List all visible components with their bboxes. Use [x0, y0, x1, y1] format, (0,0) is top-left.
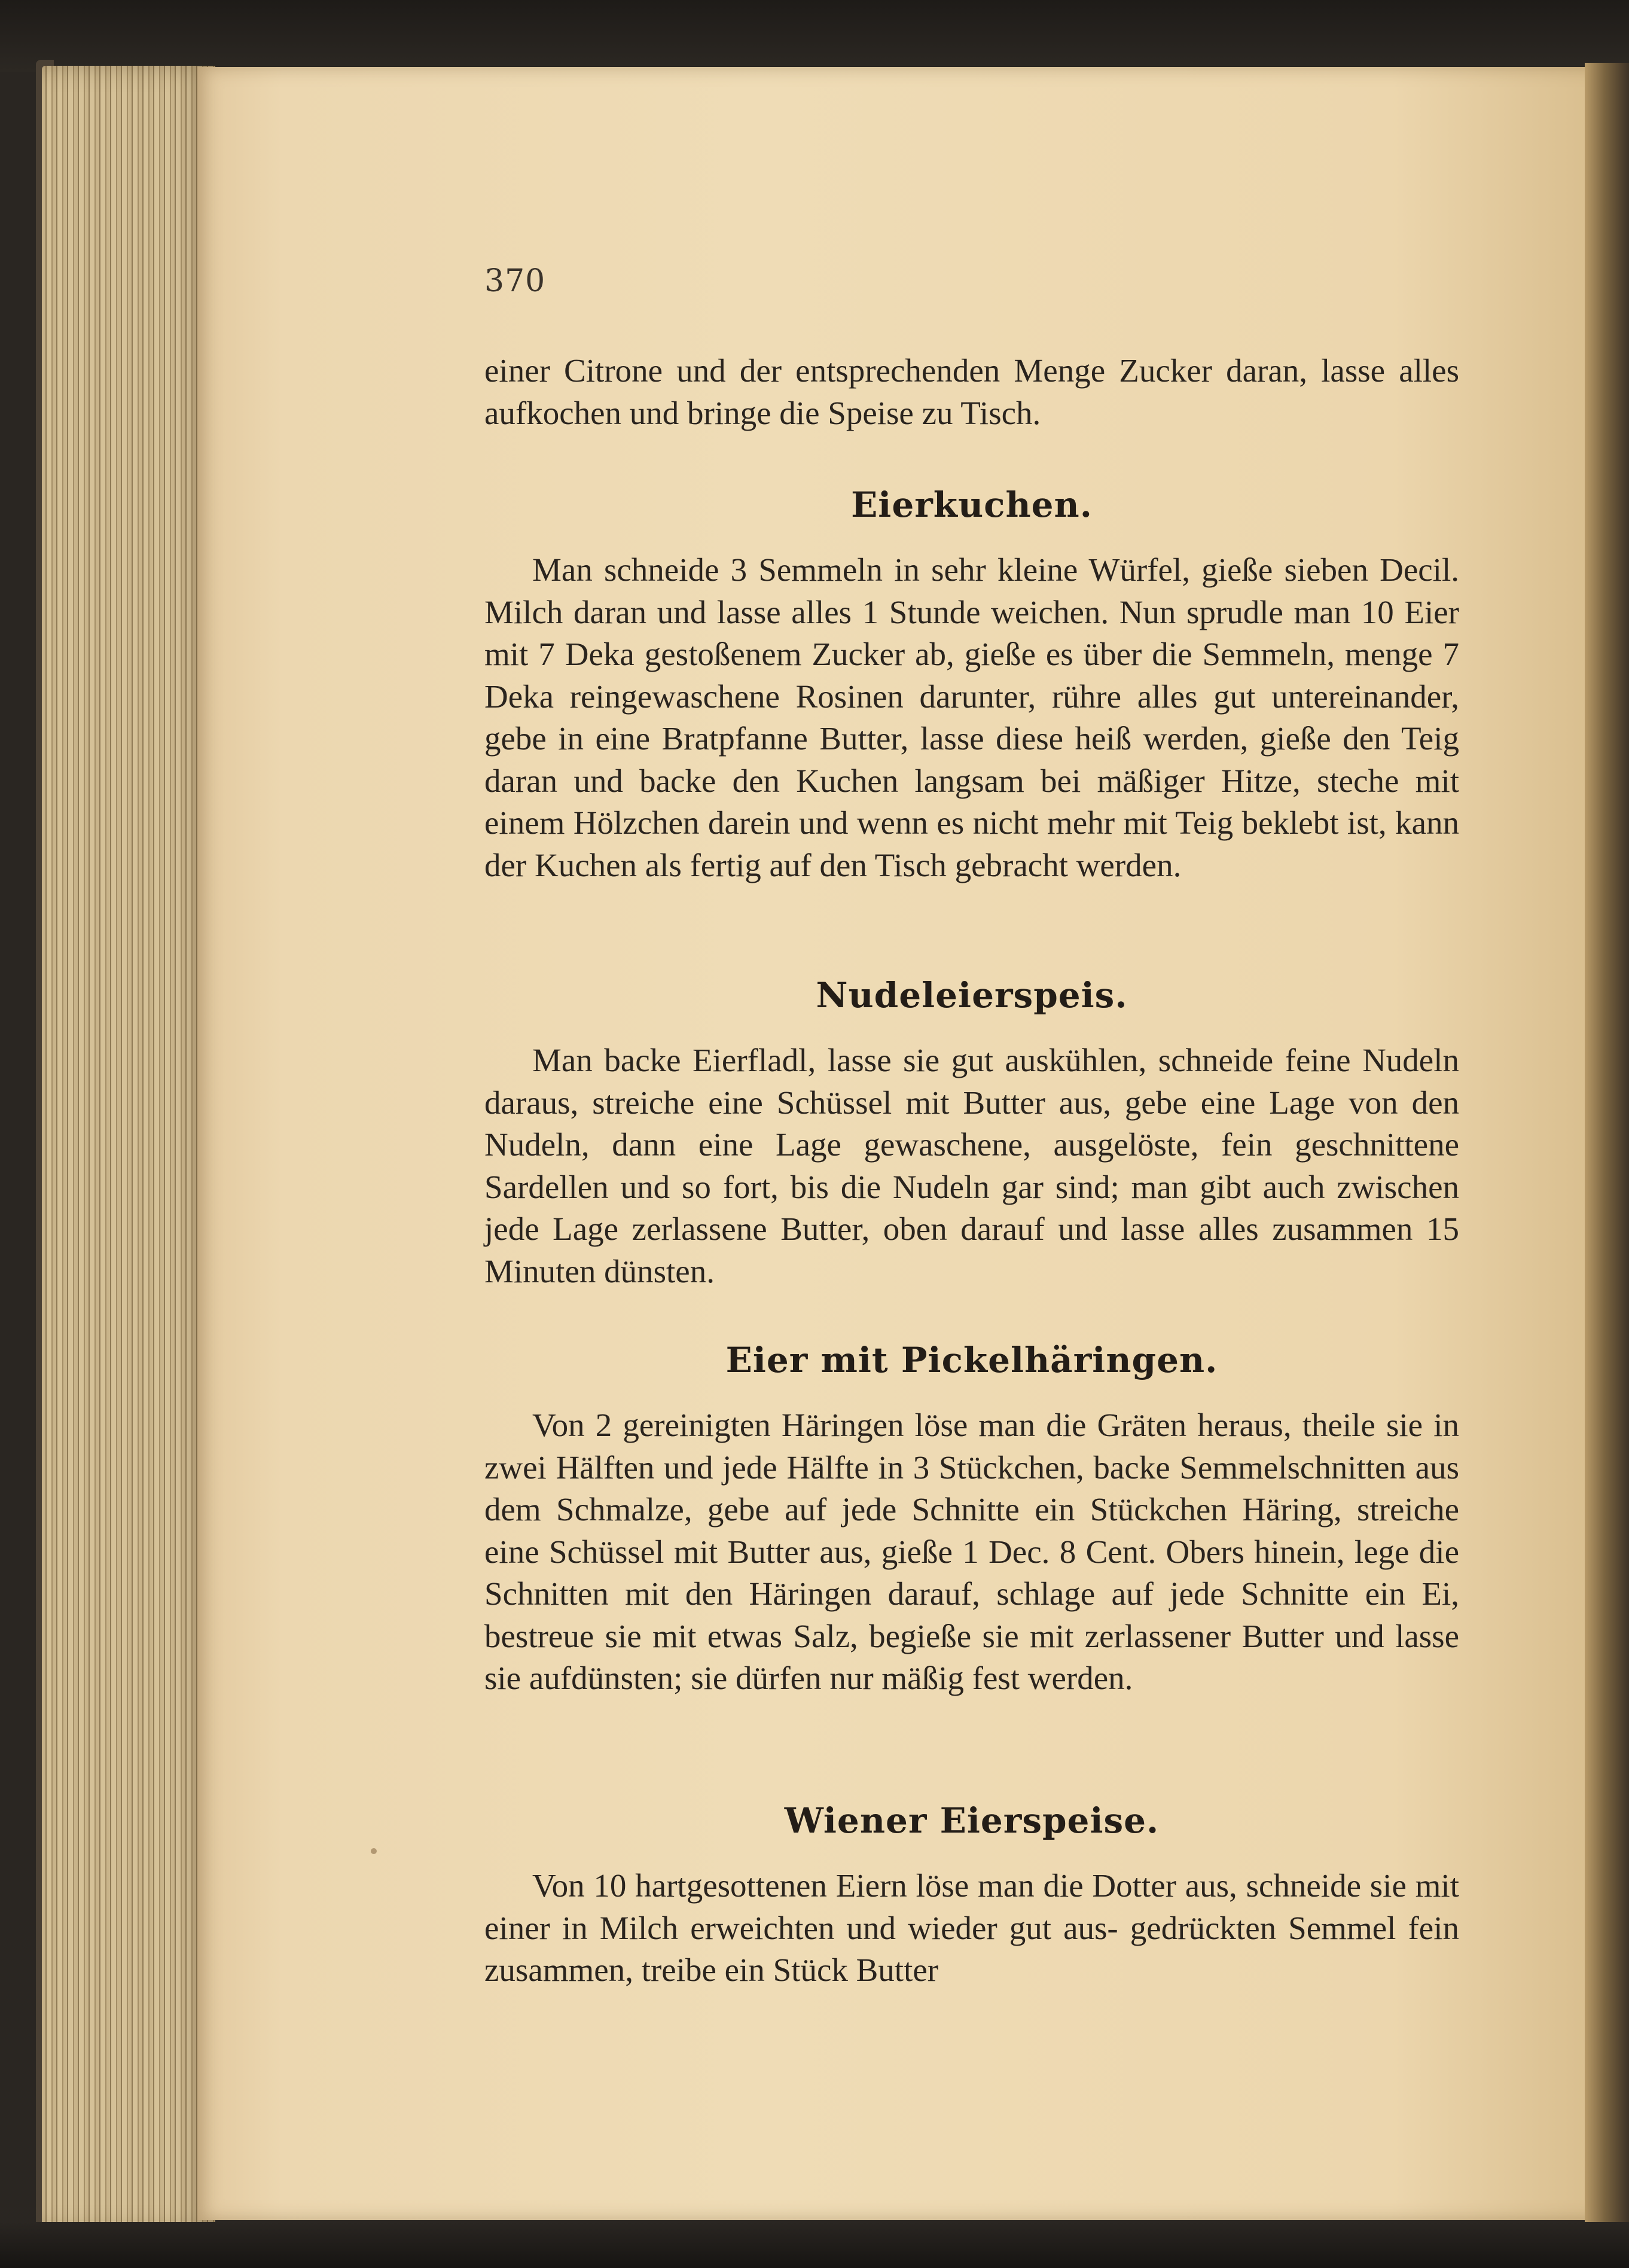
background-top: [0, 0, 1629, 72]
section-eier-pickelhaeringen: [484, 1340, 1459, 1380]
section-body: Man schneide 3 Semmeln in sehr kleine Würfel, gieße sieben Decil. Milch daran und lasse alles 1 Stunde weichen. Nun sprudle man 10 Eier mit 7 Deka gestoßenem Zucker ab, gieße es über die Semmeln, menge 7 Deka reingewaschene Rosinen darunter, rühre alles gut untereinander, gebe in eine Bratpfanne Butter, lasse diese heiß werden, gieße den Teig daran und backe den Kuchen langsam bei mäßiger Hitze, steche mit einem Hölzchen darein und wenn es nicht mehr mit Teig beklebt ist, kann der Kuchen als fertig auf den Tisch gebracht werden.: [484, 551, 1459, 883]
section-body: Man backe Eierfladl, lasse sie gut auskühlen, schneide feine Nudeln daraus, streiche eine Schüssel mit Butter aus, gebe eine Lage von den Nudeln, dann eine Lage gewaschene, ausgelöste, fein geschnittene Sardellen und so fort, bis die Nudeln gar sind; man gibt auch zwischen jede Lage zerlassene Butter, oben darauf und lasse alles zusammen 15 Minuten dünsten.: [484, 1042, 1459, 1290]
section-wiener-eierspeise: [484, 1800, 1459, 1841]
section-heading: Eierkuchen.: [851, 484, 1093, 525]
section-nudeleierspeis-body: [484, 1040, 1459, 1292]
section-heading: Wiener Eierspeise.: [784, 1800, 1160, 1841]
section-nudeleierspeis: [484, 975, 1459, 1016]
section-wiener-eierspeise-body: [484, 1865, 1459, 1992]
intro-block: [484, 350, 1459, 434]
section-eier-pickelhaeringen-body: [484, 1404, 1459, 1700]
page-spot: [371, 1848, 377, 1854]
section-body: Von 10 hartgesottenen Eiern löse man die Dotter aus, schneide sie mit einer in Milch erweichten und wieder gut aus- gedrückten Semmel fein zusammen, treibe ein Stück Butter: [484, 1867, 1459, 1988]
section-heading: Nudeleierspeis.: [816, 975, 1128, 1016]
intro-paragraph: einer Citrone und der entsprechenden Menge Zucker daran, lasse alles aufkochen und bringe die Speise zu Tisch.: [484, 352, 1459, 431]
section-eierkuchen-body: [484, 549, 1459, 886]
section-eierkuchen: [484, 484, 1459, 525]
section-heading: Eier mit Pickelhäringen.: [725, 1340, 1218, 1380]
page-number: 370: [484, 263, 546, 299]
section-body: Von 2 gereinigten Häringen löse man die Gräten heraus, theile sie in zwei Hälften und jede Hälfte in 3 Stückchen, backe Semmelschnitten aus dem Schmalze, gebe auf jede Schnitte ein Stückchen Häring, streiche eine Schüssel mit Butter aus, gieße 1 Dec. 8 Cent. Obers hinein, lege die Schnitten mit den Häringen darauf, schlage auf jede Schnitte ein Ei, bestreue sie mit etwas Salz, begieße sie mit zerlassener Butter und lasse sie aufdünsten; sie dürfen nur mäßig fest werden.: [484, 1407, 1459, 1696]
page-stack-edges: [42, 66, 215, 2231]
background-bottom: [0, 2222, 1629, 2268]
book-gutter: [1585, 63, 1629, 2228]
